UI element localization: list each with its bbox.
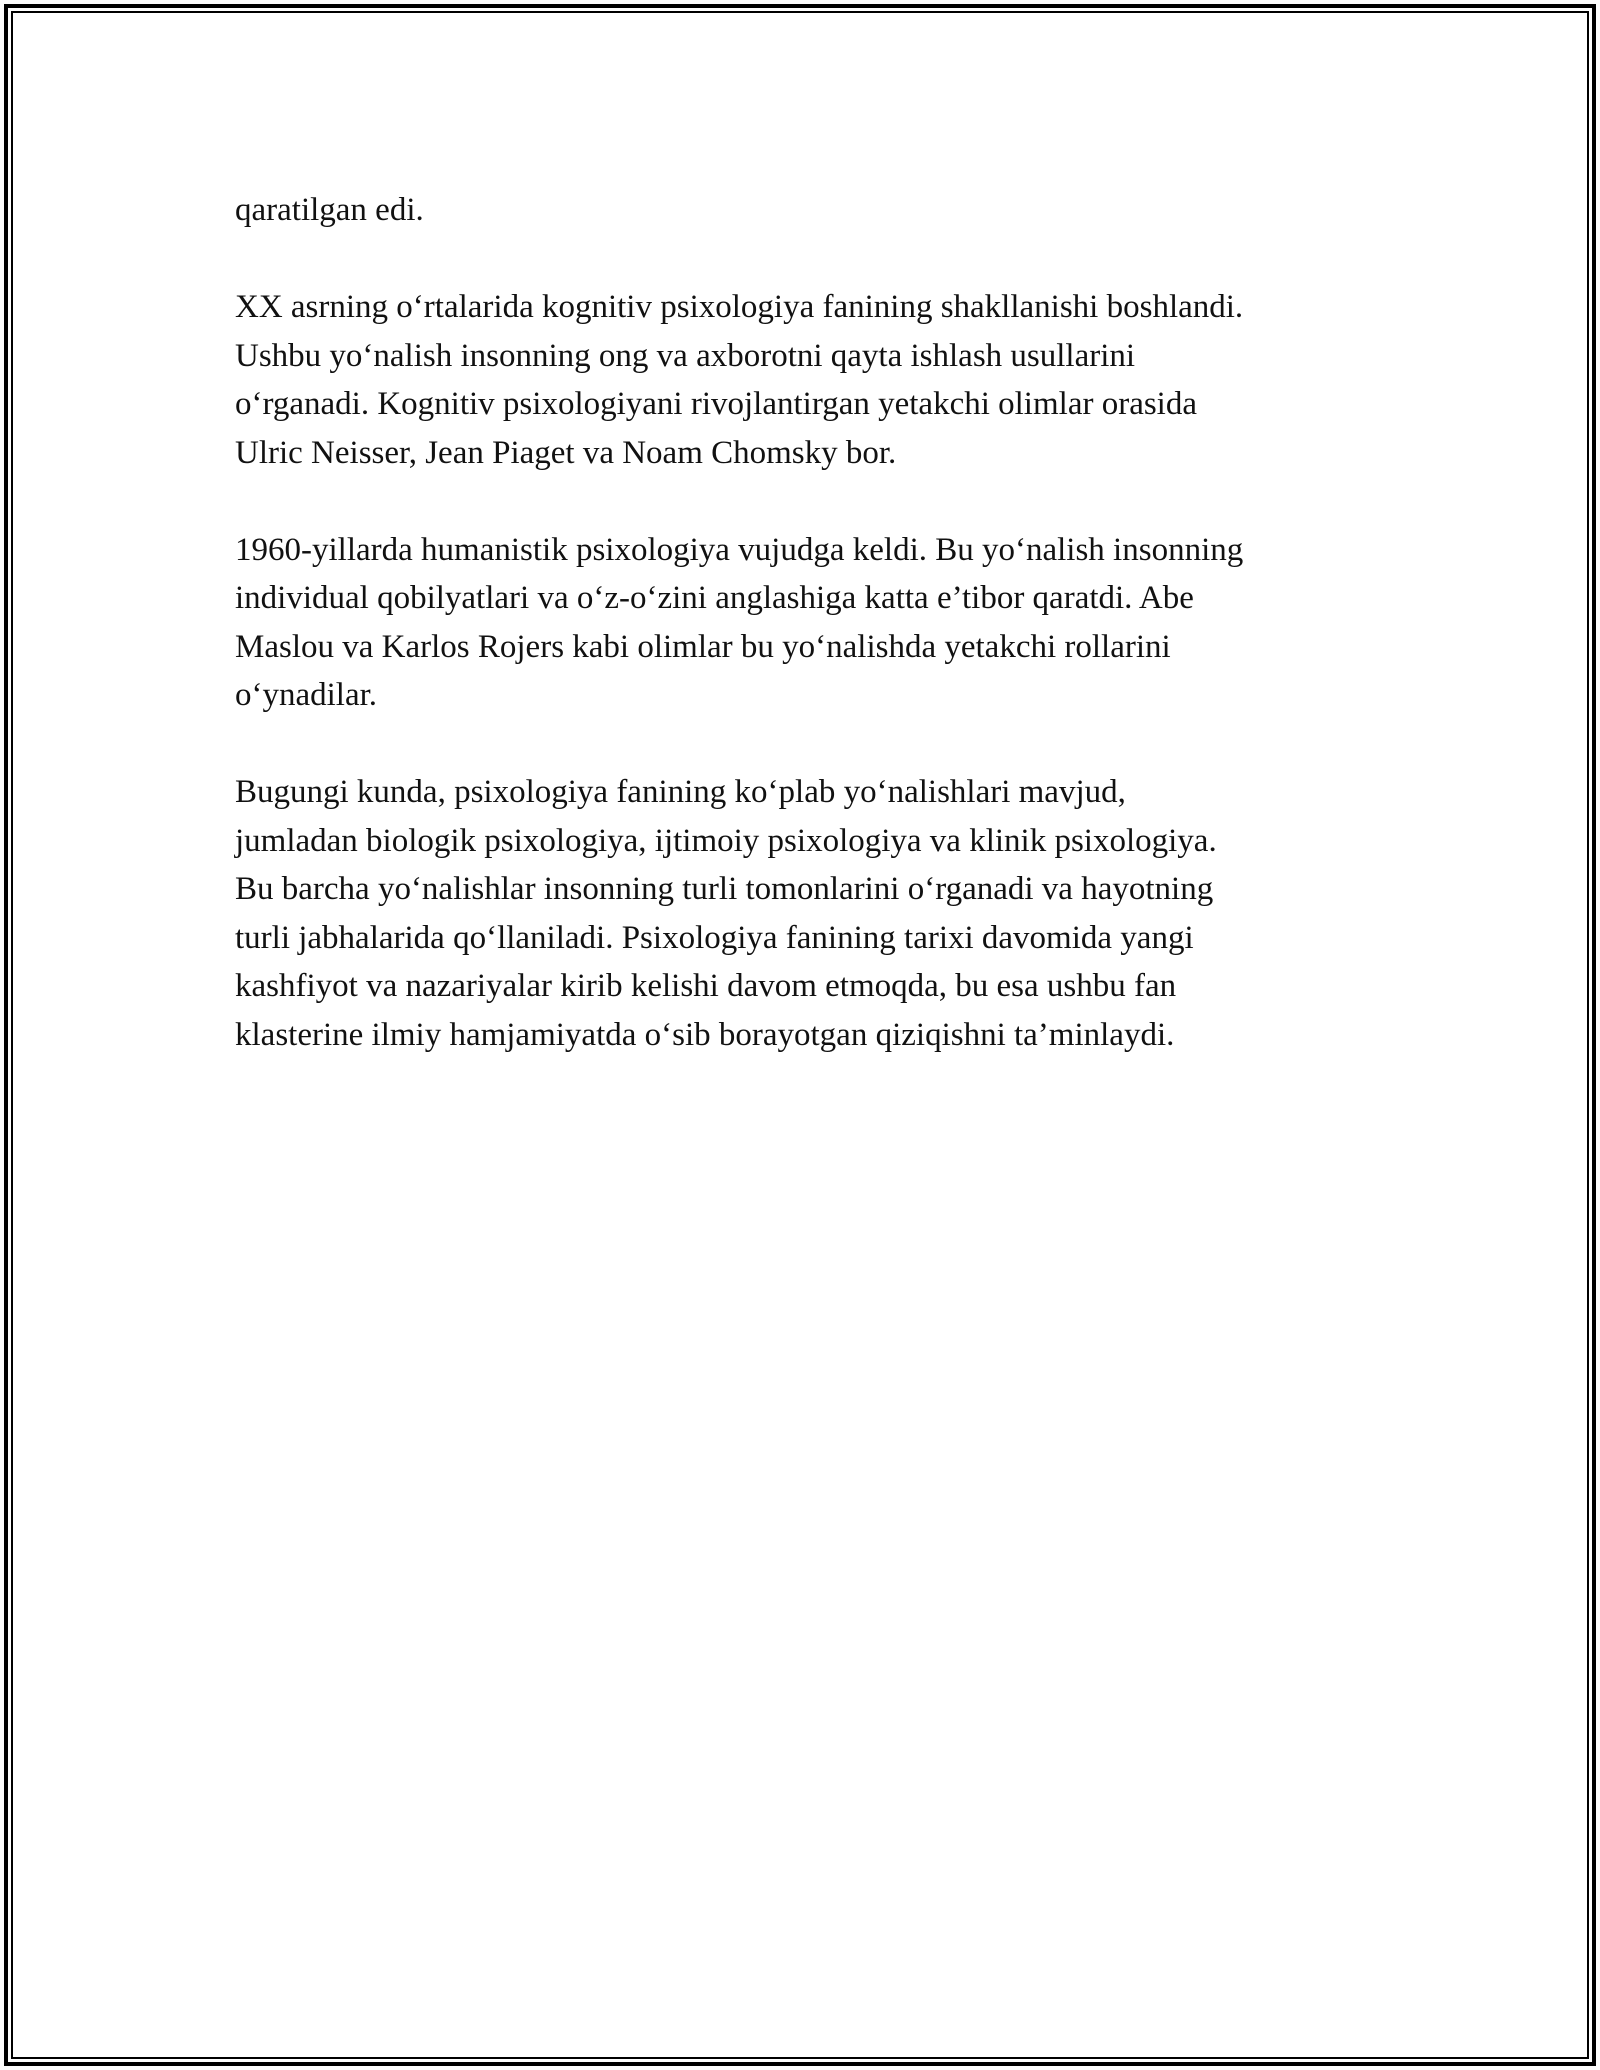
- paragraph-modern-psychology: Bugungi kunda, psixologiya fanining ko‘plab yo‘nalishlari mavjud, jumladan biologik psixologiya, ijtimoiy psixologiya va klinik psixologiya. Bu barcha yo‘nalishlar insonning turli tomonlarini o‘rganadi va hayotning turli jabhalarida qo‘llaniladi. Psixologiya fanining tarixi davomida yangi kashfiyot va nazariyalar kirib kelishi davom etmoqda, bu esa ushbu fan klasterine ilmiy hamjamiyatda o‘sib borayotgan qiziqishni ta’minlaydi.: [235, 774, 1217, 1053]
- paragraph-continuation: qaratilgan edi.: [235, 192, 424, 228]
- document-body: [235, 186, 1365, 1108]
- paragraph-cognitive-psychology: XX asrning o‘rtalarida kognitiv psixologiya fanining shakllanishi boshlandi. Ushbu yo‘nalish insonning ong va axborotni qayta ishlash usullarini o‘rganadi. Kognitiv psixologiyani rivojlantirgan yetakchi olimlar orasida Ulric Neisser, Jean Piaget va Noam Chomsky bor.: [235, 289, 1244, 471]
- paragraph-humanistic-psychology: 1960-yillarda humanistik psixologiya vujudga keldi. Bu yo‘nalish insonning individual qobilyatlari va o‘z-o‘zini anglashiga katta e’tibor qaratdi. Abe Maslou va Karlos Rojers kabi olimlar bu yo‘nalishda yetakchi rollarini o‘ynadilar.: [235, 531, 1244, 713]
